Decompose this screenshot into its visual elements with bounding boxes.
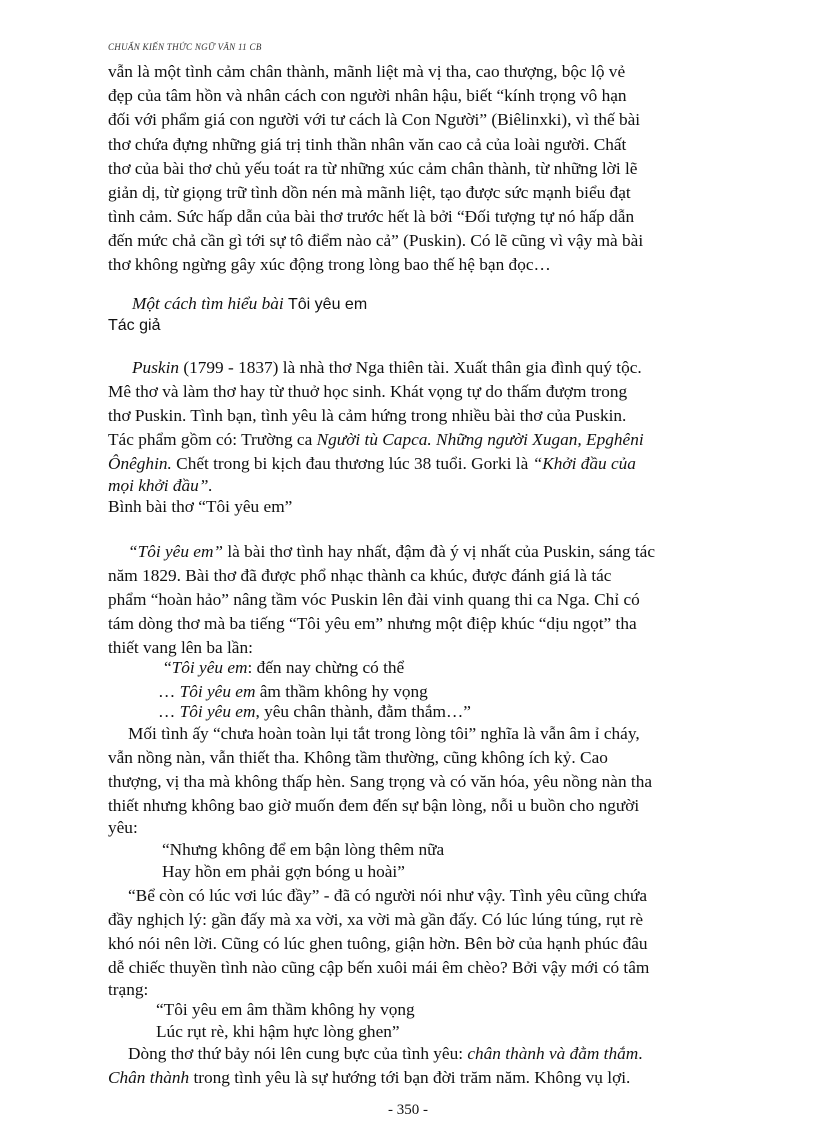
poem-title: “Tôi yêu em” [128, 542, 224, 561]
quote-span: “Khởi đầu của [532, 454, 636, 473]
text-span: Chết trong bi kịch đau thương lúc 38 tuổi. Gorki là [171, 454, 533, 473]
text-line: trạng: [108, 980, 149, 999]
poem-line: Lúc rụt rè, khi hậm hực lòng ghen” [156, 1022, 400, 1041]
text-line [108, 428, 644, 452]
poem-line: “Tôi yêu em âm thầm không hy vọng [156, 1000, 415, 1019]
text-span: Tôi yêu em [171, 658, 248, 677]
text-line: mọi khởi đầu”. [108, 476, 213, 495]
text-span: (1799 - 1837) là nhà thơ Nga thiên tài. Xuất thân gia đình quý tộc. [179, 358, 642, 377]
text-line: “Bể còn có lúc vơi lúc đầy” - đã có người nói như vậy. Tình yêu cũng chứa [128, 886, 648, 905]
text-line: tám dòng thơ mà ba tiếng “Tôi yêu em” nhưng một điệp khúc “dịu ngọt” tha [108, 614, 637, 633]
poem-line [158, 700, 471, 724]
text-line: Mê thơ và làm thơ hay từ thuở học sinh. Khát vọng tự do thấm đượm trong [108, 382, 628, 401]
text-span: chân thành và đằm thắm [467, 1044, 639, 1063]
text-span: Chân thành [108, 1068, 190, 1087]
section-heading-title: Tôi yêu em [288, 296, 368, 313]
text-span: … [158, 682, 180, 701]
running-head: CHUẨN KIẾN THỨC NGỮ VĂN 11 CB [108, 42, 262, 52]
text-span: Tôi yêu em [179, 702, 256, 721]
poem-line: Hay hồn em phải gợn bóng u hoài” [162, 862, 405, 881]
text-span: âm thầm không hy vọng [255, 682, 428, 701]
text-line: đầy nghịch lý: gần đấy mà xa vời, xa vời mà gần đấy. Có lúc lúng túng, rụt rè [108, 910, 643, 929]
section-heading-italic: Một cách tìm hiểu bài [132, 294, 284, 313]
text-line: thơ của bài thơ chủ yếu toát ra từ những xúc cảm chân thành, từ những lời lẽ [108, 159, 638, 178]
text-span: , yêu chân thành, đằm thắm…” [255, 702, 471, 721]
text-line [128, 1042, 643, 1066]
text-line [132, 356, 642, 380]
page-number: - 350 - [388, 1102, 428, 1118]
poem-line [164, 656, 404, 680]
work-title: Ônêghin. [108, 454, 172, 473]
text-span: là bài thơ tình hay nhất, đậm đà ý vị nhất của Puskin, sáng tác [223, 542, 656, 561]
text-line: tình cảm. Sức hấp dẫn của bài thơ trước hết là bởi “Đối tượng tự nó hấp dẫn [108, 207, 635, 226]
text-line: giản dị, từ giọng trữ tình dồn nén mà mãnh liệt, tạo được sức mạnh biểu đạt [108, 183, 631, 202]
text-line: đẹp của tâm hồn và nhân cách con người nhân hậu, biết “kính trọng vô hạn [108, 86, 627, 105]
text-line: thượng, vị tha mà không thấp hèn. Sang trọng và có văn hóa, yêu nồng nàn tha [108, 772, 653, 791]
text-line [108, 452, 636, 476]
text-line: vẫn là một tình cảm chân thành, mãnh liệt mà vị tha, cao thượng, bộc lộ vẻ [108, 62, 626, 81]
text-line: năm 1829. Bài thơ đã được phổ nhạc thành ca khúc, được đánh giá là tác [108, 566, 612, 585]
text-line: dễ chiếc thuyền tình nào cũng cập bến xuôi mái êm chèo? Bởi vậy mới có tâm [108, 958, 650, 977]
text-span: “ [164, 658, 172, 677]
text-line: thiết nhưng không bao giờ muốn đem đến sự bận lòng, nỗi u buồn cho người [108, 796, 640, 815]
text-line: thơ không ngừng gây xúc động trong lòng bao thế hệ bạn đọc… [108, 255, 551, 274]
text-line: thiết vang lên ba lần: [108, 638, 253, 657]
author-heading: Tác giả [108, 317, 161, 334]
text-line: Mối tình ấy “chưa hoàn toàn lụi tắt trong lòng tôi” nghĩa là vẫn âm ỉ cháy, [128, 724, 640, 743]
text-span: Tác phẩm gồm có: Trường ca [108, 430, 317, 449]
work-titles: Người tù Capca. Những người Xugan, Epghêni [316, 430, 644, 449]
text-span: : đến nay chừng có thể [247, 658, 405, 677]
text-span: . [638, 1044, 643, 1063]
text-line: vẫn nồng nàn, vẫn thiết tha. Không tầm thường, cũng không ích kỷ. Cao [108, 748, 608, 767]
author-name: Puskin [132, 358, 180, 377]
text-line [128, 540, 655, 564]
text-line: đối với phẩm giá con người với tư cách là Con Người” (Biêlinxki), vì thế bài [108, 110, 641, 129]
text-span: … [158, 702, 180, 721]
text-line: thơ chứa đựng những giá trị tinh thần nhân văn cao cả của loài người. Chất [108, 135, 627, 154]
section-heading [132, 292, 367, 317]
text-line: phẩm “hoàn hảo” nâng tầm vóc Puskin lên đài vinh quang thi ca Nga. Chỉ có [108, 590, 640, 609]
text-line [108, 1066, 630, 1090]
poem-line: “Nhưng không để em bận lòng thêm nữa [162, 840, 445, 859]
text-span: Tôi yêu em [179, 682, 256, 701]
text-line: yêu: [108, 818, 138, 837]
text-line: khó nói nên lời. Cũng có lúc ghen tuông, giận hờn. Bên bờ của hạnh phúc đâu [108, 934, 648, 953]
text-line: thơ Puskin. Tình bạn, tình yêu là cảm hứng trong nhiều bài thơ của Puskin. [108, 406, 627, 425]
text-span: Dòng thơ thứ bảy nói lên cung bực của tình yêu: [128, 1044, 468, 1063]
text-span: trong tình yêu là sự hướng tới bạn đời trăm năm. Không vụ lợi. [189, 1068, 631, 1087]
binh-heading: Bình bài thơ “Tôi yêu em” [108, 497, 293, 516]
text-line: đến mức chả cần gì tới sự tô điểm nào cả” (Puskin). Có lẽ cũng vì vậy mà bài [108, 231, 644, 250]
